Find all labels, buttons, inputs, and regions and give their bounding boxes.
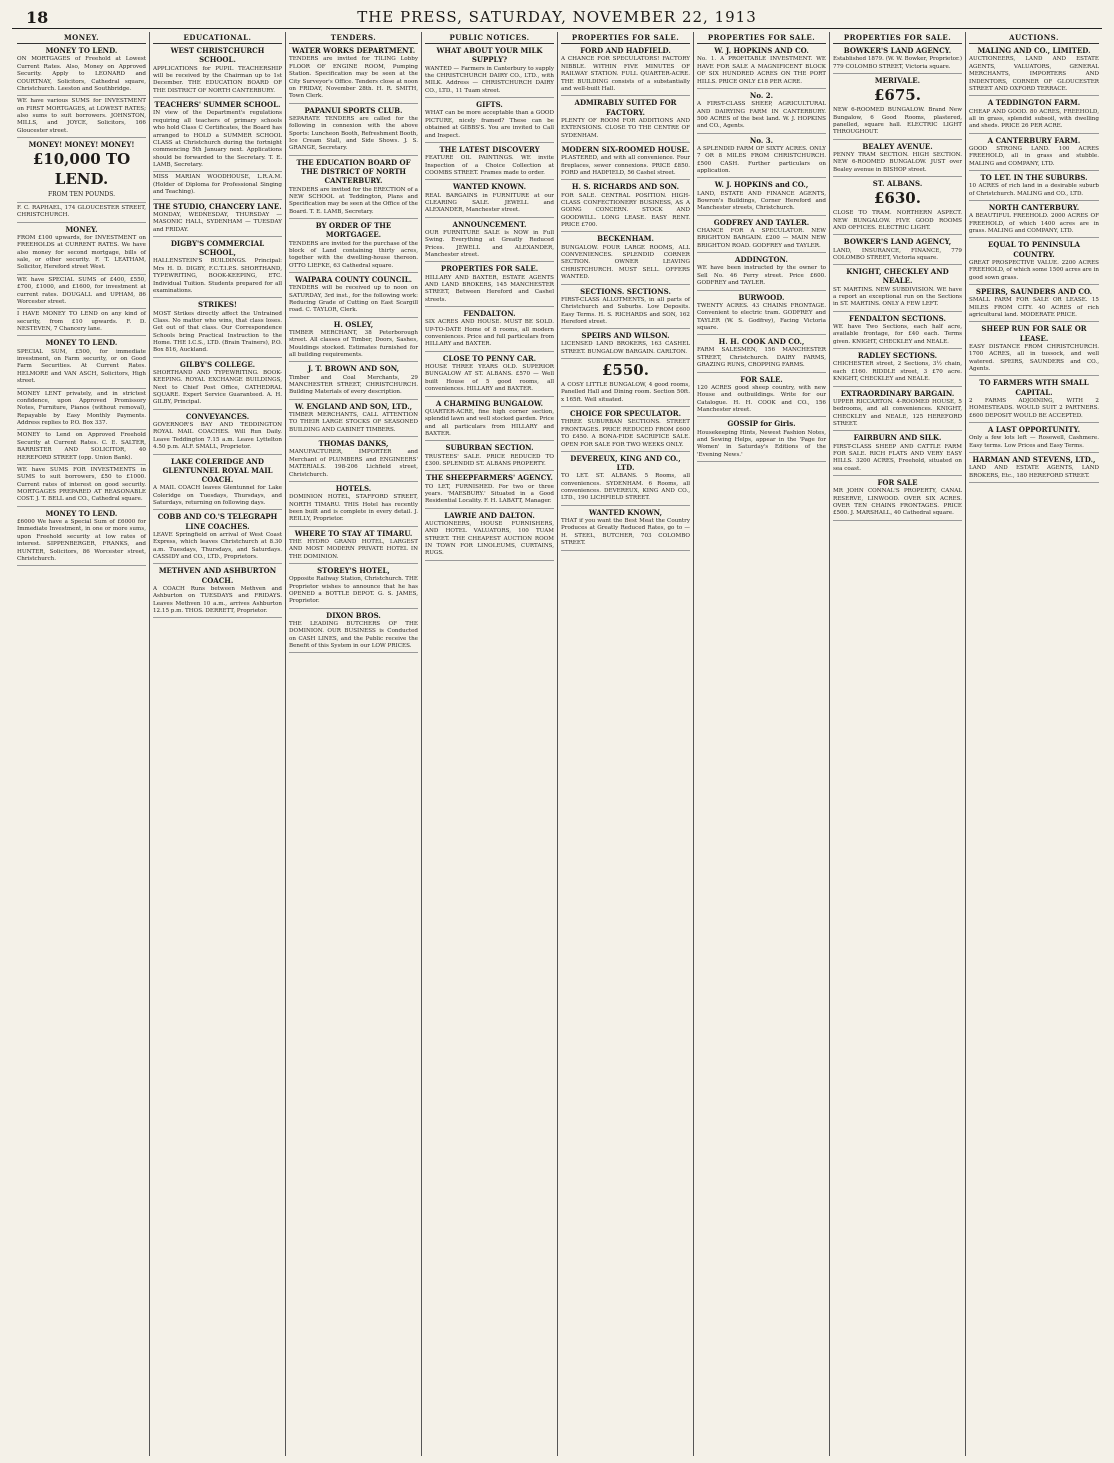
ad-heading: DEVEREUX, KING AND CO., LTD. [570,453,681,473]
advertisement [425,220,554,263]
advertisement [289,529,418,564]
ad-heading: SHEEP RUN FOR SALE OR LEASE. [981,324,1087,343]
advertisement [289,439,418,482]
advertisement [561,46,690,96]
ad-heading: SPEIRS AND WILSON. [581,331,670,341]
ad-heading: BOWKER'S LAND AGENCY. [843,46,952,56]
advertisement [425,264,554,307]
ad-heading: MODERN SIX-ROOMED HOUSE. [561,144,690,154]
ad-heading: A CHARMING BUNGALOW. [435,398,544,408]
ad-body-text: Only a few lots left — Rosewell, Cashmere. Easy terms. Low Prices and Easy Terms. [969,435,1099,449]
ad-body-text: MR JOHN CONNAL'S PROPERTY, CANAL RESERVE, LINWOOD. OVER SIX ACRES. OVER TEN CHAINS FRONTAGES. PRICE £500. J. MARSHALL, 40 Cathedral square. [833,488,962,517]
ad-body-text: AUCTIONEERS, LAND AND ESTATE AGENTS, VALUATORS, GENERAL MERCHANTS, IMPORTERS AND INDENTORS, CORNER OF GLOUCESTER STREET AND OXFORD TERRACE. [969,56,1099,92]
advertisement [833,142,962,177]
ad-body-text: TRUSTEES' SALE. PRICE REDUCED TO £300. SPLENDID ST. ALBANS PROPERTY. [425,453,554,467]
masthead-rule [12,28,1102,29]
ad-heading: H. H. COOK AND CO., [718,337,805,347]
ad-heading: DIGBY'S COMMERCIAL SCHOOL, [170,238,265,258]
ad-price: £10,000 TO LEND. [32,150,131,189]
ad-body-text: CHICHESTER street, 2 Sections, 3½ chain, each £160. RIDDLE street, 3 £70 acre. KNIGHT, CHECKLEY and NEALE. [833,361,962,383]
ad-heading: PAPANUI SPORTS CLUB. [304,105,403,115]
ad-body-text: BUNGALOW. FOUR LARGE ROOMS, ALL CONVENIENCES. SPLENDID CORNER SECTION. OWNER LEAVING CHRISTCHURCH. MUST SELL. OFFERS WANTED. [561,244,690,281]
masthead [12,4,1102,28]
column-7 [830,32,966,1456]
advertisement [153,566,282,618]
ad-body-text: A FIRST-CLASS SHEEP, AGRICULTURAL AND DAIRYING FARM IN CANTERBURY. 500 ACRES of the best land. W. J. HOPKINS and CO., Agents. [697,101,826,130]
advertisement [697,293,826,336]
advertisement [153,100,282,172]
ad-body-text: 2 FARMS ADJOINING, WITH 2 HOMESTEADS. WOULD SUIT 2 PARTNERS. £600 DEPOSIT WOULD BE ACCEPTED. [969,397,1099,419]
ad-heading: SECTIONS. SECTIONS. [580,286,671,296]
ad-body-text: HILLARY AND BAXTER, ESTATE AGENTS AND LAND BROKERS, 145 MANCHESTER STREET, Between Hereford and Cashel streets. [425,274,554,303]
column-heading: TENDERS. [289,32,418,44]
advertisement [697,218,826,253]
ad-body-text: THE LEADING BUTCHERS OF THE DOMINION. OUR BUSINESS is Conducted on CASH LINES, and the Public receive the Benefit of this System in our LOW PRICES. [289,620,418,650]
ad-body-text: WE have Two Sections, each half acre, available frontage, for £40 each. Terms given. KNIGHT, CHECKLEY and NEALE. [833,324,962,345]
ad-heading: THE LATEST DISCOVERY [439,144,540,154]
ad-heading: STRIKES! [198,300,237,310]
ad-body-text: AUCTIONEERS, HOUSE FURNISHERS, AND HOTEL VALUATORS, 100 TUAM STREET. THE CHEAPEST AUCTION ROOM IN TOWN FOR LINOLEUMS, CURTAINS, RUGS. [425,520,554,557]
ad-body-text: THE HYDRO GRAND HOTEL, LARGEST AND MOST MODERN PRIVATE HOTEL IN THE DOMINION. [289,538,418,560]
advertisement [153,512,282,564]
ad-price: £550. [602,361,649,380]
ad-heading: W. J. HOPKINS and CO., [714,180,809,190]
ad-body-text: MONEY LENT privately, and in strictest confidence, upon Approved Promissory Notes, Furniture, Pianos (without removal), Repayable by Easy Monthly Payments. Address replies to P.O. Box 337. [17,390,146,427]
ad-body-text: MONEY to Lend on Approved Freehold Security at Current Rates. C. E. SALTER, BARRISTER AND SOLICITOR, 40 HEREFORD STREET (opp. Union Bank). [17,432,146,461]
ad-body-text: CHANCE FOR A SPECULATOR. NEW BRIGHTON BARGAIN. £200 — MAIN NEW BRIGHTON ROAD. GODFREY and TAYLER. [697,228,826,249]
ad-body-text: A CHANCE FOR SPECULATORS! FACTORY NIBBLE. WITHIN FIVE MINUTES OF RAILWAY STATION. FULL QUARTER-ACRE. THE BUILDING consists of a substantially and well-built Hall. [561,56,690,92]
advertisement [969,455,1099,483]
advertisement [17,205,146,223]
advertisement [289,566,418,609]
ad-price: £675. [874,86,921,105]
ad-heading: BURWOOD. [738,292,785,302]
advertisement [969,173,1099,201]
ad-heading: THOMAS DANKS, [318,439,389,449]
ad-body-text: F. C. RAPHAEL, 174 GLOUCESTER STREET, CHRISTCHURCH. [17,204,146,219]
ad-body-text: TENDERS are invited for TILING Lobby FLOOR OF ENGINE ROOM, Pumping Station. Specification may be seen at the City Surveyor's Office. Tenders close at noon on FRIDAY, November 28th. H. R. SMITH, Town Clerk. [289,56,418,100]
ad-body-text: SHORTHAND AND TYPEWRITING. BOOK-KEEPING. ROYAL EXCHANGE BUILDINGS, Next to Chief Post Office, CATHEDRAL SQUARE. Expert Service Guaranteed. A. H. GILBY, Principal. [153,369,282,406]
advertisement [561,145,690,180]
ad-heading: GIFTS. [476,100,503,110]
ad-heading: NORTH CANTERBURY. [988,203,1080,213]
ad-body-text: Opposite Railway Station, Christchurch. THE Proprietor wishes to announce that he has OPENED a BOTTLE DEPOT. G. S. JAMES, Proprietor. [289,576,418,605]
ad-body-text: 120 ACRES good sheep country, with new House and outbuildings. Write for our Catalogue. H. H. COOK and CO., 156 Manchester street. [697,384,826,413]
ad-body-text: TENDERS are invited for the purchase of the block of Land containing thirty acres, together with the dwelling-house thereon. OTTO LIEFKE, 63 Cathedral square. [289,240,418,269]
ad-heading: THE EDUCATION BOARD OF THE DISTRICT OF NORTH CANTERBURY. [296,157,411,186]
advertisement [969,98,1099,133]
ad-heading: GILBY'S COLLEGE. [179,359,256,369]
advertisement [17,509,146,566]
advertisement [425,182,554,217]
ad-heading: DIXON BROS. [326,610,381,620]
advertisement [17,225,146,275]
ad-body-text: £6000 We have a Special Sum of £6000 for Immediate Investment, in one or more sums, upon Freehold security at low rates of interest. SIPPENBERGER, FRANKS, and HUNTER, Solicitors, 86 Worcester street, Christchurch. [17,519,146,562]
advertisement [425,354,554,397]
ad-body-text: TO LET. ST. ALBANS. 5 Rooms, all conveniences. SYDENHAM. 6 Rooms, all conveniences. DEVEREUX, KING AND CO., LTD., 190 LICHFIELD STREET. [561,473,690,502]
ad-body-text: SPECIAL SUM, £500, for immediate investment, on Farm security, or on Good Farm Securities. At Current Rates. HELMORE and VAN ASCH, Solicitors, High street. [17,348,146,385]
ad-body-text: CHEAP AND GOOD. 80 ACRES, FREEHOLD, all in grass, splendid subsoil, with dwelling and sheds. PRICE 26 PER ACRE. [969,108,1099,130]
ad-heading: WANTED KNOWN, [588,507,663,517]
advertisement [833,478,962,521]
column-heading: PROPERTIES FOR SALE. [561,32,690,44]
ad-heading: LAWRIE AND DALTON. [444,510,535,520]
ad-heading: WAIPARA COUNTY COUNCIL. [294,275,413,284]
ad-heading: FORD AND HADFIELD. [580,46,671,56]
ad-heading: CLOSE TO PENNY CAR. [442,353,537,363]
ad-heading: EQUAL TO PENINSULA COUNTRY. [987,240,1081,259]
ad-price: £630. [874,189,921,208]
ad-body-text: FIRST-CLASS SHEEP AND CATTLE FARM FOR SALE. RICH FLATS AND VERY EASY HILLS. 3200 ACRES, Freehold, situated on sea coast. [833,443,962,472]
ad-body-text: FEATURE OIL PAINTINGS. WE invite Inspection of a Choice Collection at COOMBS STREET. Frames made to order. [425,155,554,176]
advertisement [561,331,690,359]
ad-body-text: Housekeeping Hints, Newest Fashion Notes, and Sewing Helps, appear in the 'Page for Women' in Saturday's Editions of the 'Evening News.' [697,429,826,458]
advertisement [561,409,690,452]
advertisement [289,364,418,399]
column-heading: AUCTIONS. [969,32,1099,44]
advertisement [833,179,962,235]
advertisement [153,360,282,410]
advertisement [17,467,146,507]
advertisement [289,484,418,527]
ad-body-text: TWENTY ACRES. 43 CHAINS FRONTAGE. Convenient to electric tram. GODFREY and TAYLER (W. S. Godfrey), Facing Victoria square. [697,302,826,331]
column-heading: PROPERTIES FOR SALE. [833,32,962,44]
column-4 [422,32,558,1456]
advertisement [425,145,554,180]
ad-body-text: PLENTY OF ROOM FOR ADDITIONS AND EXTENSIONS. CLOSE TO THE CENTRE OF SYDENHAM. [561,117,690,139]
ad-body-text: TO LET, FURNISHED. For two or three years. 'MAESBURY.' Situated in a Good Residential Locality. F. H. LABATT, Manager. [425,483,554,505]
ad-body-text: ON MORTGAGES of Freehold at Lowest Current Rates. Also, Money on Approved Security. Apply to LEONARD and COURTNAY, Solicitors, Cathedral square, Christchurch. Leeston and Southbridge. [17,56,146,92]
ad-body-text: TENDERS will be received up to noon on SATURDAY, 3rd inst., for the following work: Reducing Grade of Cutting on East Scargill road. C. TAYLOR, Clerk. [289,285,418,314]
ad-body-text: QUARTER-ACRE, fine high corner section, splendid lawn and well stocked garden. Price and all particulars from HILLARY and BAXTER. [425,408,554,437]
advertisement [969,46,1099,96]
column-heading: MONEY. [17,32,146,44]
page-number: 18 [26,8,49,27]
ad-heading: J. T. BROWN AND SON, [307,364,400,374]
advertisement [697,375,826,418]
advertisement [561,361,690,407]
ad-heading: BOWKER'S LAND AGENCY, [843,237,952,247]
advertisement [289,320,418,363]
ad-heading: GODFREY AND TAYLER. [713,217,810,227]
ad-body-text: THREE SUBURBAN SECTIONS. STREET FRONTAGES. PRICE REDUCED FROM £600 TO £450. A BONA-FIDE SACRIFICE SALE. OPEN FOR SALE FOR TWO WEEKS ONLY. [561,419,690,448]
ad-heading: TO LET. IN THE SUBURBS. [980,173,1088,183]
advertisement [289,221,418,273]
ad-heading: ADDINGTON. [735,255,788,265]
ad-heading: A TEDDINGTON FARM. [987,98,1081,108]
ad-heading: W. ENGLAND AND SON, LTD., [294,401,413,411]
ad-body-text: WE have been instructed by the owner to Sell No. 46 Ferry street. Price £600. GODFREY and TAYLER. [697,265,826,287]
advertisement [425,309,554,352]
ad-body-text: UPPER RICCARTON. 4-ROOMED HOUSE, 5 bedrooms, and all conveniences. KNIGHT, CHECKLEY and NEALE, 125 HEREFORD STREET. [833,398,962,427]
ad-heading: ST. ALBANS. [872,179,923,189]
ad-heading: RADLEY SECTIONS. [857,351,938,361]
ad-body-text: APPLICATIONS for PUPIL TEACHERSHIP will be received by the Chairman up to 1st December. THE EDUCATION BOARD OF THE DISTRICT OF NORTH CANTERBURY. [153,65,282,94]
ad-heading: MALING AND CO., LIMITED. [977,46,1091,56]
advertisement [561,508,690,551]
advertisement [833,433,962,476]
ad-body-text: TIMBER MERCHANTS, CALL ATTENTION TO THEIR LARGE STOCKS OF SEASONED BUILDING AND CABINET TIMBERS. [289,412,418,433]
ad-heading: HOTELS. [335,483,372,493]
ad-heading: H. S. RICHARDS AND SON. [571,182,680,192]
advertisement [425,443,554,471]
ad-heading: WHAT ABOUT YOUR MILK SUPPLY? [436,46,543,65]
ad-heading: A LAST OPPORTUNITY. [987,424,1081,434]
advertisement [153,46,282,98]
ad-body-text: Established 1879. (W. W. Bowker, Proprietor.) 779 COLOMBO STREET, Victoria square. [833,56,962,70]
advertisement [833,46,962,74]
advertisement [425,46,554,98]
ad-body-text: A SPLENDID FARM OF SIXTY ACRES. ONLY 7 OR 8 MILES FROM CHRISTCHURCH. £500 CASH. Further particulars on application. [697,145,826,175]
ad-heading: HARMAN AND STEVENS, LTD., [972,454,1096,464]
advertisement [289,46,418,103]
advertisement [697,91,826,134]
ad-body-text: SEPARATE TENDERS are called for the following in connexion with the above Sports: Luncheon Booth, Refreshment Booth, Ice Cream Stall, and Side Shows. J. S. GRANGE, Secretary. [289,115,418,152]
ad-heading: FENDALTON. [463,309,516,319]
advertisement [289,158,418,219]
advertisement [833,389,962,432]
column-5 [558,32,694,1456]
ad-body-text: 10 ACRES of rich land in a desirable suburb of Christchurch. MALING and CO., LTD. [969,183,1099,197]
column-3 [286,32,422,1456]
ad-heading: W. J. HOPKINS AND CO. [714,46,809,56]
ad-body-text: IN view of the Department's regulations requiring all teachers of primary schools who hold Class C Certificates, the Board has arranged to HOLD a SUMMER SCHOOL CLASS at Christchurch during the fortnight commencing 5th January next. Applications should be forwarded to the Secretary. T. E. LAMB, Secretary. [153,110,282,169]
ad-body-text: MOST Strikes directly affect the Untrained Class. No matter who wins, that class loses. Get out of that class. Our Correspondence Schools bring Practical Instruction to the Home. THE I.C.S., LTD. (Brain Trainers), P.O. Box 816, Auckland. [153,310,282,354]
ad-heading: BEALEY AVENUE. [862,141,933,151]
column-heading: PUBLIC NOTICES. [425,32,554,44]
ad-body-text: TENDERS are invited for the ERECTION of a NEW SCHOOL at Teddington, Plans and Specification may be seen at the Office of the Board. T. E. LAMB, Secretary. [289,186,418,215]
advertisement [289,402,418,437]
advertisement [153,174,282,199]
ad-body-text: LICENSED LAND BROKERS, 163 CASHEL STREET. BUNGALOW BARGAIN. CARLTON. [561,341,690,355]
ad-heading: GOSSIP for Girls. [727,419,796,429]
ad-heading: TEACHERS' SUMMER SCHOOL. [154,100,281,110]
newspaper-title: THE PRESS, SATURDAY, NOVEMBER 22, 1913 [357,8,757,26]
advertisement [17,311,146,336]
ad-heading: H. OSLEY, [333,319,374,329]
ad-body-text: A COSY LITTLE BUNGALOW, 4 good rooms, Panelled Hall and Dining room. Section 50ft. x 165ft. Well situated. [561,382,690,403]
ad-heading: MONEY TO LEND. [45,46,118,56]
ad-heading: THE SHEEPFARMERS' AGENCY. [426,473,553,483]
ad-body-text: MONDAY, WEDNESDAY, THURSDAY — MASONIC HALL, SYDENHAM — TUESDAY and FRIDAY. [153,211,282,233]
ad-body-text: WE have various SUMS for INVESTMENT on FIRST MORTGAGES, at LOWEST RATES; also sums to suit borrowers. JOHNSTON, MILLS, and JOYCE, Solicitors, 166 Gloucester street. [17,98,146,134]
advertisement [561,98,690,143]
ad-heading: FOR SALE. [740,374,783,384]
column-6 [694,32,830,1456]
ad-body-text: EASY DISTANCE FROM CHRISTCHURCH. 1700 ACRES, all in tussock, and well watered. SPEIRS, SAUNDERS and CO., Agents. [969,343,1099,372]
column-heading: PROPERTIES FOR SALE. [697,32,826,44]
advertisement [17,391,146,431]
ad-body-text: HOUSE THREE YEARS OLD. SUPERIOR BUNGALOW AT ST. ALBANS. £570 — Well built House of 5 good rooms, all conveniences. HILLARY and BAXTER. [425,364,554,393]
advertisement [697,337,826,372]
advertisement [17,277,146,310]
ad-body-text: LEAVE Springfield on arrival of West Coast Express, which leaves Christchurch at 8.30 a.m. Tuesdays, Thursdays, and Saturdays. CASSIDY and CO., LTD., Proprietors. [153,531,282,561]
ad-body-text: WE have SUMS FOR INVESTMENTS in SUMS to suit borrowers, £50 to £1000. Current rates of interest on good security. MORTGAGES PREPARED AT REASONABLE COST. J. T. BELL and CO., Cathedral square. [17,466,146,503]
ad-body-text: CLOSE TO TRAM. NORTHERN ASPECT. NEW BUNGALOW. FIVE GOOD ROOMS AND OFFICES. ELECTRIC LIGHT. [833,210,962,231]
advertisement [153,239,282,298]
ad-heading: ANNOUNCEMENT. [452,219,527,229]
ad-heading: A CANTERBURY FARM. [987,135,1081,145]
ad-body-text: Timber and Coal Merchants, 29 MANCHESTER STREET, CHRISTCHURCH. Building Materials of every description. [289,374,418,396]
advertisement [561,182,690,232]
ad-heading: FOR SALE [877,478,918,488]
ad-heading: STOREY'S HOTEL, [317,566,390,576]
ad-body-text: TIMBER MERCHANT, 38 Peterborough street. All classes of Timber, Doors, Sashes, Mouldings stocked. Estimates furnished for all building requirements. [289,329,418,359]
advertisement [425,473,554,508]
advertisement [697,180,826,215]
ad-heading: BY ORDER OF THE MORTGAGEE. [315,221,392,240]
ad-heading: WHERE TO STAY AT TIMARU. [294,528,413,538]
ad-heading: ADMIRABLY SUITED FOR FACTORY. [574,98,677,117]
advertisement [833,237,962,265]
ad-body-text: MISS MARIAN WOODHOUSE, L.R.A.M. (Holder of Diploma for Professional Singing and Teaching). [153,174,282,196]
ad-body-text: SIX ACRES AND HOUSE. MUST BE SOLD. UP-TO-DATE Home of 8 rooms, all modern conveniences. Price and full particulars from HILLARY and BAXTER. [425,319,554,348]
ad-heading: MONEY. [65,224,98,234]
ad-body-text: DOMINION HOTEL, STAFFORD STREET, NORTH TIMARU. THIS Hotel has recently been built and is complete in every detail. J. REILLY, Proprietor. [289,494,418,523]
ad-body-text: FARM SALESMEN, 156 MANCHESTER STREET, Christchurch. DAIRY FARMS, GRAZING RUNS, CROPPING FARMS. [697,347,826,369]
advertisement [17,140,146,203]
ad-body-text: LAND, INSURANCE, FINANCE, 779 COLOMBO STREET, Victoria square. [833,247,962,261]
ad-heading: MONEY! MONEY! MONEY! [28,140,135,150]
advertisement [289,275,418,318]
advertisement [969,425,1099,453]
ad-heading: WANTED KNOWN. [452,182,527,192]
advertisement [17,98,146,138]
advertisement [969,324,1099,376]
advertisement [561,287,690,330]
ad-heading: METHVEN AND ASHBURTON COACH. [158,566,277,585]
ad-body-text: WHAT can be more acceptable than a GOOD PICTURE, nicely framed? These can be obtained at GIBBS'S. You are invited to Call and Inspect. [425,110,554,139]
advertisement [969,136,1099,171]
advertisement [697,255,826,290]
ad-body-text: ST. MARTINS. NEW SUBDIVISION. WE have a report an exceptional run on the Sections in ST. MARTINS. ONLY A FEW LEFT. [833,286,962,308]
column-heading: EDUCATIONAL. [153,32,282,44]
advertisement [153,202,282,237]
ad-heading: COBB AND CO.'S TELEGRAPH LINE COACHES. [157,512,278,531]
ad-heading: CONVEYANCES. [185,411,250,421]
ad-heading: EXTRAORDINARY BARGAIN. [840,388,955,398]
ad-heading: TO FARMERS WITH SMALL CAPITAL. [979,378,1089,397]
ad-heading: No. 2. [749,90,774,100]
ad-body-text: FROM £100 upwards, for INVESTMENT on FREEHOLDS at CURRENT RATES. We have also money for second mortgage, bills of sale, or other security. F. T. LEATHAM, Solicitor, Hereford street West. [17,234,146,271]
advertisement [697,419,826,462]
ad-heading: MERIVALE. [874,76,921,86]
advertisement [425,399,554,442]
advertisement [153,412,282,455]
ad-heading: LAKE COLERIDGE AND GLENTUNNEL ROYAL MAIL COACH. [162,456,273,485]
ad-heading: CHOICE FOR SPECULATOR. [569,409,682,419]
advertisement [697,46,826,89]
advertisement [289,611,418,654]
ad-heading: FENDALTON SECTIONS. [849,313,946,323]
advertisement [833,314,962,349]
ad-heading: WEST CHRISTCHURCH SCHOOL. [170,46,265,65]
ad-heading: MONEY TO LEND. [45,338,118,348]
ad-body-text: FIRST-CLASS ALLOTMENTS, in all parts of Christchurch and Suburbs. Low Deposits. Easy Terms. H. S. RICHARDS and SON, 162 Hereford street. [561,296,690,325]
ad-body-text: THAT if you want the Best Meat the Country Produces at Greatly Reduced Rates, go to — H. STEEL, BUTCHER, 703 COLOMBO STREET. [561,518,690,547]
ad-body-text: A COACH Runs between Methven and Ashburton on TUESDAYS and FRIDAYS. Leaves Methven 10 a.m., arrives Ashburton 12.15 p.m. THOS. DERRETT, Proprietor. [153,585,282,614]
ad-heading: PROPERTIES FOR SALE. [440,264,539,274]
ad-heading: BECKENHAM. [597,234,654,244]
ad-body-text: NEW 6-ROOMED BUNGALOW. Brand New Bungalow, 6 Good Rooms, plastered, panelled, square hall. ELECTRIC LIGHT THROUGHOUT. [833,107,962,136]
ad-body-text: HALLENSTEIN'S BUILDINGS. Principal: Mrs H. D. DIGBY, F.C.T.I.P.S. SHORTHAND, TYPEWRITING, BOOK-KEEPING, ETC. Individual Tuition. Students prepared for all examinations. [153,258,282,294]
ad-heading: No. 3. [749,135,774,145]
ad-heading: WATER WORKS DEPARTMENT. [291,46,416,56]
ad-body-text: I HAVE MONEY TO LEND on any kind of security, from £10 upwards. F. D. NESTEVEN, 7 Chancery lane. [17,311,146,333]
advertisement [17,338,146,388]
advertisement [425,511,554,561]
ad-heading: KNIGHT, CHECKLEY AND NEALE. [846,267,949,286]
ad-body-text: WANTED — Farmers in Canterbury to supply the CHRISTCHURCH DAIRY CO., LTD., with MILK. Address — CHRISTCHURCH DAIRY CO., LTD., 11 Tuam street. [425,65,554,94]
ad-body-text: GREAT PROSPECTIVE VALUE. 2200 ACRES FREEHOLD, of which some 1500 acres are in good sown grass. [969,259,1099,281]
advertisement [697,136,826,179]
advertisement [425,100,554,143]
ad-body-text: LAND, ESTATE AND FINANCE AGENTS, Bowron's Buildings, Corner Hereford and Manchester streets, Christchurch. [697,190,826,212]
advertisement [969,203,1099,238]
ad-body-text: SMALL FARM FOR SALE OR LEASE. 15 MILES FROM CITY. 40 ACRES of rich agricultural land. MODERATE PRICE. [969,297,1099,318]
ad-body-text: PENNY TRAM SECTION. HIGH SECTION. NEW 6-ROOMED BUNGALOW. JUST over Bealey avenue in BISHOP street. [833,151,962,173]
advertisement [561,234,690,284]
ad-heading: SUBURBAN SECTION. [445,443,534,453]
ad-body-text: A BEAUTIFUL FREEHOLD. 2000 ACRES OF FREEHOLD, of which 1400 acres are in grass. MALING and COMPANY, LTD. [969,213,1099,235]
ad-heading: MONEY TO LEND. [45,508,118,518]
ad-heading: SPEIRS, SAUNDERS AND CO. [975,287,1093,296]
column-8 [966,32,1102,1456]
advertisement [969,240,1099,285]
ad-body-text: A MAIL COACH leaves Glentunnel for Lake Coleridge on Tuesdays, Thursdays, and Saturdays, returning on following days. [153,485,282,507]
ad-body-text: OUR FURNITURE SALE is NOW in Full Swing. Everything at Greatly Reduced Prices. JEWELL and ALEXANDER, Manchester street. [425,229,554,259]
advertisement [153,457,282,511]
ad-subline: FROM TEN POUNDS. [47,191,116,199]
ad-body-text: No. 1. A PROFITABLE INVESTMENT. WE HAVE FOR SALE A MAGNIFICENT BLOCK OF SIX HUNDRED ACRES ON THE PORT HILLS. PRICE ONLY £18 PER ACRE. [697,56,826,85]
ad-body-text: GOOD STRONG LAND. 100 ACRES FREEHOLD, all in grass and stubble. MALING and COMPANY, LTD. [969,145,1099,167]
column-2 [150,32,286,1456]
advertisement [289,106,418,156]
advertisement-columns [14,32,1102,1456]
ad-body-text: PLASTERED, and with all convenience. Four fireplaces, sewer connexions. PRICE £850. FORD and HADFIELD, 56 Cashel street. [561,155,690,176]
advertisement [969,378,1099,423]
advertisement [17,46,146,96]
ad-heading: FAIRBURN AND SILK. [853,433,942,443]
ad-heading: THE STUDIO, CHANCERY LANE. [153,201,282,211]
ad-body-text: WE have SPECIAL SUMS of £400, £550, £700, £1000, and £1600, for investment at current rates. DOUGALL and UPHAM, 86 Worcester street. [17,276,146,305]
ad-body-text: FOR SALE. CENTRAL POSITION. HIGH-CLASS CONFECTIONERY BUSINESS, AS A GOING CONCERN. STOCK AND GOODWILL. LONG LEASE. EASY RENT. PRICE £700. [561,192,690,229]
advertisement [561,454,690,506]
ad-body-text: LAND AND ESTATE AGENTS, LAND BROKERS, Etc., 180 HEREFORD STREET. [969,465,1099,479]
advertisement [833,267,962,312]
advertisement [969,287,1099,322]
ad-body-text: GOVERNOR'S BAY AND TEDDINGTON ROYAL MAIL COACHES. Will Run Daily. Leave Teddington 7.15 a.m. Leave Lyttelton 4.50 p.m. ALF. SMALL, Proprietor. [153,422,282,451]
column-1 [14,32,150,1456]
advertisement [833,351,962,386]
ad-body-text: MANUFACTURER, IMPORTER and Merchant of PLUMBERS and ENGINEERS' MATERIALS. 198-206 Lichfield street, Christchurch. [289,449,418,478]
advertisement [17,432,146,465]
ad-body-text: REAL BARGAINS in FURNITURE at our CLEARING SALE. JEWELL and ALEXANDER, Manchester street. [425,192,554,214]
advertisement [833,76,962,140]
advertisement [153,300,282,357]
